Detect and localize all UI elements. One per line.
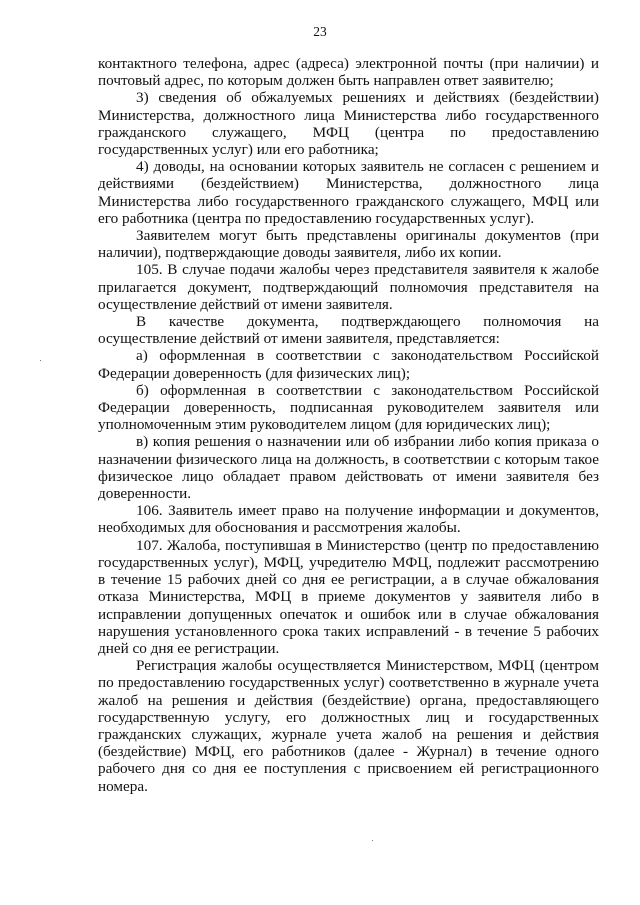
paragraph-item-v: в) копия решения о назначении или об избрании либо копия приказа о назначении физического лица на должность, в соответствии с которым такое физическое лицо обладает правом действовать от имени заявителя без доверенности. bbox=[98, 433, 599, 503]
paragraph-item-4: 4) доводы, на основании которых заявитель не согласен с решением и действиями (бездействием) Министерства, должностного лица Министерства либо государственного гражданского служащего, МФЦ или его работника (центра по предоставлению государственных услуг). bbox=[98, 158, 599, 227]
paragraph-item-3: 3) сведения об обжалуемых решениях и действиях (бездействии) Министерства, должностного лица Министерства либо государственного гражданского служащего, МФЦ (центра по предоставлению государственных услуг) или его работника; bbox=[98, 89, 599, 159]
paragraph-item-a: а) оформленная в соответствии с законодательством Российской Федерации доверенность (для физических лиц); bbox=[98, 347, 599, 382]
paragraph-107: 107. Жалоба, поступившая в Министерство (центр по предоставлению государственных услуг), МФЦ, учредителю МФЦ, подлежит рассмотрению в течение 15 рабочих дней со дня ее регистрации, а в случае обжалования отказа Министерства, МФЦ в приеме документов у заявителя либо в исправлении допущенных опечаток и ошибок или в случае обжалования нарушения установленного срока таких исправлений - в течение 5 рабочих дней со дня ее регистрации. bbox=[98, 536, 599, 657]
paragraph-document-type: В качестве документа, подтверждающего полномочия на осуществление действий от имени заявителя, представляется: bbox=[98, 313, 599, 348]
paragraph-originals: Заявителем могут быть представлены оригиналы документов (при наличии), подтверждающие доводы заявителя, либо их копии. bbox=[98, 227, 599, 262]
scan-speck bbox=[40, 360, 41, 361]
paragraph-105: 105. В случае подачи жалобы через представителя заявителя к жалобе прилагается документ, подтверждающий полномочия представителя на осуществление действий от имени заявителя. bbox=[98, 261, 599, 313]
paragraph-item-b: б) оформленная в соответствии с законодательством Российской Федерации доверенность, подписанная руководителем заявителя или уполномоченным этим руководителем лицом (для юридических лиц); bbox=[98, 381, 599, 434]
page-number: 23 bbox=[313, 24, 327, 39]
paragraph-registration: Регистрация жалобы осуществляется Министерством, МФЦ (центром по предоставлению государственных услуг) соответственно в журнале учета жалоб на решения и действия (бездействие) органа, предоставляющего государственную услугу, его должностных лиц и государственных гражданских служащих, журнале учета жалоб на решения и действия (бездействие) МФЦ, его работников (далее - Журнал) в течение одного рабочего дня со дня ее поступления с присвоением ей регистрационного номера. bbox=[98, 657, 599, 795]
paragraph-contacts: контактного телефона, адрес (адреса) электронной почты (при наличии) и почтовый адрес, по которым должен быть направлен ответ заявителю; bbox=[98, 55, 599, 90]
document-body bbox=[98, 55, 599, 795]
scan-speck bbox=[372, 840, 373, 841]
paragraph-106: 106. Заявитель имеет право на получение информации и документов, необходимых для обоснования и рассмотрения жалобы. bbox=[98, 502, 599, 537]
